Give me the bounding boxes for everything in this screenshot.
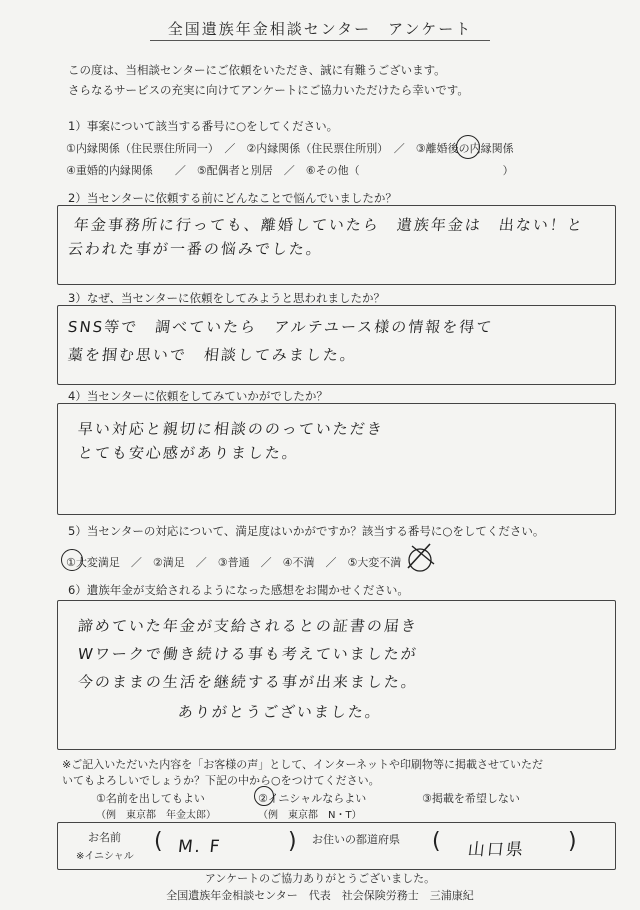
q6-text: 6）遺族年金が支給されるようになった感想をお聞かせください。: [68, 583, 409, 597]
q3-answer-line-2: 藁を掴む思いで 相談してみました。: [67, 346, 358, 364]
consent-option-1: ①名前を出してもよい: [96, 792, 205, 805]
q6-answer-line-4: ありがとうございました。: [177, 703, 383, 721]
consent-selected-circle: [254, 786, 274, 806]
q6-answer-box: [57, 600, 616, 750]
page-title: 全国遺族年金相談センター アンケート: [167, 20, 473, 38]
intro-line-1: この度は、当相談センターにご依頼をいただき、誠に有難うございます。: [68, 63, 446, 77]
q3-answer-box: [57, 305, 616, 385]
q2-answer-line-2: 云われた事が一番の悩みでした。: [67, 240, 324, 258]
q6-answer-line-3: 今のままの生活を継続する事が出来ました。: [77, 673, 419, 691]
q4-text: 4）当センターに依頼をしてみていかがでしたか？: [68, 389, 328, 403]
name-pref-box: [57, 822, 616, 870]
consent-option-2-example: （例 東京都 N・T）: [258, 810, 362, 821]
pref-bracket-left: (: [432, 829, 441, 854]
q5-text: 5）当センターの対応について、満足度はいかがですか？該当する番号に○をしてください。: [68, 524, 545, 538]
q6-answer-line-2: Wワークで働き続ける事も考えていましたが: [77, 645, 419, 663]
q4-answer-box: [57, 403, 616, 515]
q3-text: 3）なぜ、当センターに依頼をしてみようと思われましたか？: [68, 291, 386, 305]
thanks-text: アンケートのご協力ありがとうございました。: [204, 872, 436, 885]
q1-selected-circle: [456, 135, 480, 159]
name-label: お名前: [88, 831, 121, 844]
title-underline: [150, 40, 490, 41]
consent-option-3: ③掲載を希望しない: [422, 792, 520, 805]
pref-label: お住いの都道府県: [312, 833, 400, 846]
consent-option-2: ②イニシャルならよい: [258, 792, 367, 805]
q3-answer-line-1: SNS等で 調べていたら アルテユース様の情報を得て: [67, 318, 495, 336]
initial-label: ※イニシャル: [76, 851, 134, 862]
name-bracket-left: (: [154, 829, 163, 854]
footer-text: 全国遺族年金相談センター 代表 社会保険労務士 三浦康紀: [166, 889, 474, 902]
consent-text-2: いてもよろしいでしょうか？下記の中から○をつけてください。: [62, 774, 380, 787]
q1-options-row2: ④重婚的内縁関係 ／ ⑤配偶者と別居 ／ ⑥その他（ ）: [66, 164, 514, 177]
consent-text-1: ※ご記入いただいた内容を「お客様の声」として、インターネットや印刷物等に掲載させていただ: [62, 758, 544, 771]
q5-selected-circle: [61, 549, 83, 571]
pref-value: 山口県: [466, 840, 526, 860]
q6-answer-line-1: 諦めていた年金が支給されるとの証書の届き: [77, 617, 419, 635]
pref-bracket-right: ): [568, 829, 577, 854]
q5-options: ①大変満足 ／ ②満足 ／ ③普通 ／ ④不満 ／ ⑤大変不満: [66, 556, 402, 569]
name-value: M. F: [176, 837, 223, 857]
q4-answer-line-2: とても安心感がありました。: [77, 444, 300, 462]
intro-line-2: さらなるサービスの充実に向けてアンケートにご協力いただけたら幸いです。: [68, 83, 469, 97]
q2-answer-box: [57, 205, 616, 285]
consent-option-1-example: （例 東京都 年金太郎）: [96, 810, 216, 821]
q2-answer-line-1: 年金事務所に行っても、離婚していたら 遺族年金は 出ない！と: [73, 216, 585, 234]
intro-text: [68, 60, 608, 100]
q1-options-row1: ①内縁関係（住民票住所同一） ／ ②内縁関係（住民票住所別） ／ ③離婚後の内縁関係: [66, 142, 514, 155]
name-bracket-right: ): [288, 829, 297, 854]
q2-text: 2）当センターに依頼する前にどんなことで悩んでいましたか？: [68, 191, 397, 205]
q5-cross-out-mark: [400, 538, 440, 578]
q4-answer-line-1: 早い対応と親切に相談ののっていただき: [77, 420, 385, 438]
q1-text: 1）事案について該当する番号に○をしてください。: [68, 119, 339, 133]
